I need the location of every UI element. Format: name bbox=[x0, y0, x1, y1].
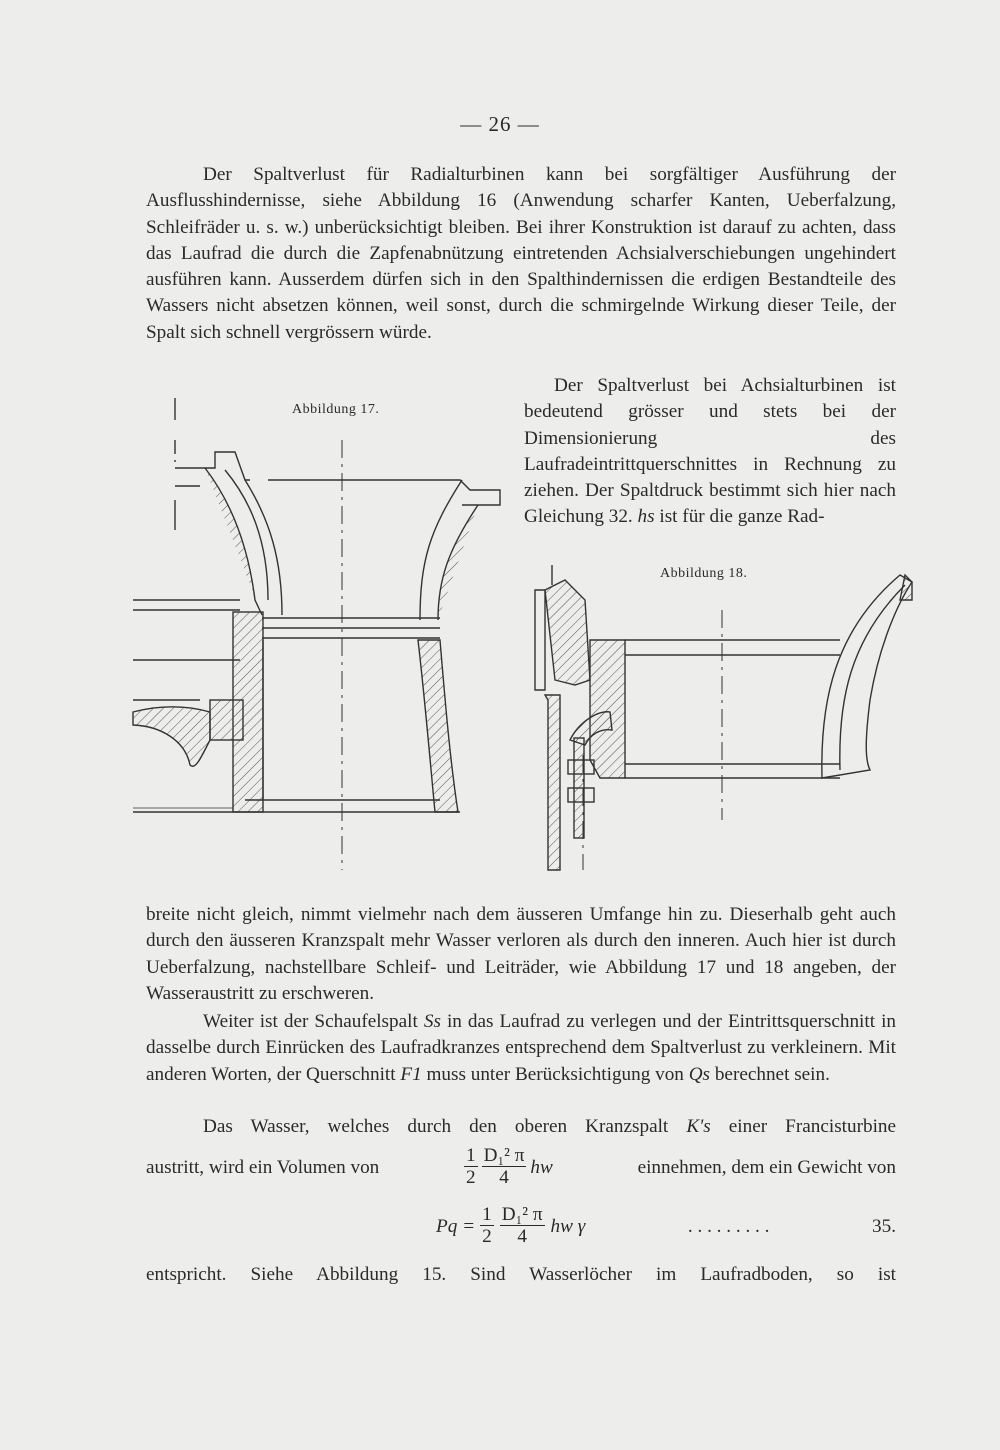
paragraph-francis-line1: Das Wasser, welches durch den oberen Kranzspalt K's einer Francisturbine bbox=[203, 1116, 897, 1137]
equation-35: Pq = $\frac{1}{2}$ $\frac{\text{D₁² π}}{4}$ hw γ . . . . . . . . . 35. bbox=[436, 1204, 896, 1247]
figure-18-caption: Abbildung 18. bbox=[660, 566, 748, 581]
symbol-ks: K's bbox=[686, 1116, 711, 1137]
paragraph-axial-continued: breite nicht gleich, nimmt vielmehr nach dem äusseren Umfange hin zu. Dieserhalb geht auch durch den äusseren Kranzspalt mehr Wasser verloren als durch den inneren. Auch hier ist durch Ueberfalzung, nachstellbare Schleif- und Leiträder, wie Abbildung 17 und 18 angeben, der Wasseraustritt zu erschweren. bbox=[146, 904, 896, 1004]
paragraph-axial-turbines: Der Spaltverlust bei Achsialturbinen ist bedeutend grösser und stets bei der Dimensionierung des Laufradeintrittquerschnittes in Rechnung zu ziehen. Der Spaltdruck bestimmt sich hier nach Gleichung 32. hs ist für die ganze Rad- bbox=[524, 375, 896, 528]
page-number: — 26 — bbox=[460, 112, 540, 136]
paragraph-blade-gap: Weiter ist der Schaufelspalt Ss in das Laufrad zu verlegen und der Eintrittsquerschnitt in dasselbe durch Einrücken des Laufradkranzes entsprechend dem Spaltverlust zu verkleinern. Mit anderen Worten, der Querschnitt F1 muss unter Berücksichtigung von Qs berechnet sein. bbox=[146, 1011, 896, 1085]
volume-formula: $\frac{1}{2}$ $\frac{\text{D₁² π}}{4}$ hw bbox=[466, 1145, 553, 1188]
symbol-qs: Qs bbox=[688, 1063, 711, 1085]
equation-number: 35. bbox=[872, 1215, 896, 1237]
volume-formula-line: austritt, wird ein Volumen von $\frac{1}{2}$ $\frac{\text{D₁² π}}{4}$ hw einnehmen, dem ein Gewicht von bbox=[146, 1145, 896, 1188]
symbol-hs: hs bbox=[637, 506, 655, 528]
paragraph-radial-turbines: Der Spaltverlust für Radialturbinen kann bei sorgfältiger Ausführung der Ausflusshindernisse, siehe Abbildung 16 (Anwendung scharfer Kanten, Ueberfalzung, Schleifräder u. s. w.) unberücksichtigt bleiben. Bei ihrer Konstruktion ist darauf zu achten, dass das Laufrad die durch die Zapfenabnützung eintretenden Achsialverschiebungen ungehindert ausführen kann. Ausserdem dürfen sich in den Spalthindernissen die erdigen Bestandteile des Wassers nicht absetzen können, weil sonst, durch die schmirgelnde Wirkung dieser Teile, der Spalt sich schnell vergrössern würde. bbox=[146, 164, 896, 343]
figure-17-caption: Abbildung 17. bbox=[292, 402, 380, 417]
symbol-ss: Ss bbox=[423, 1011, 441, 1032]
paragraph-final: entspricht. Siehe Abbildung 15. Sind Wasserlöcher im Laufradboden, so ist bbox=[146, 1264, 896, 1285]
symbol-f1: F1 bbox=[400, 1063, 422, 1085]
